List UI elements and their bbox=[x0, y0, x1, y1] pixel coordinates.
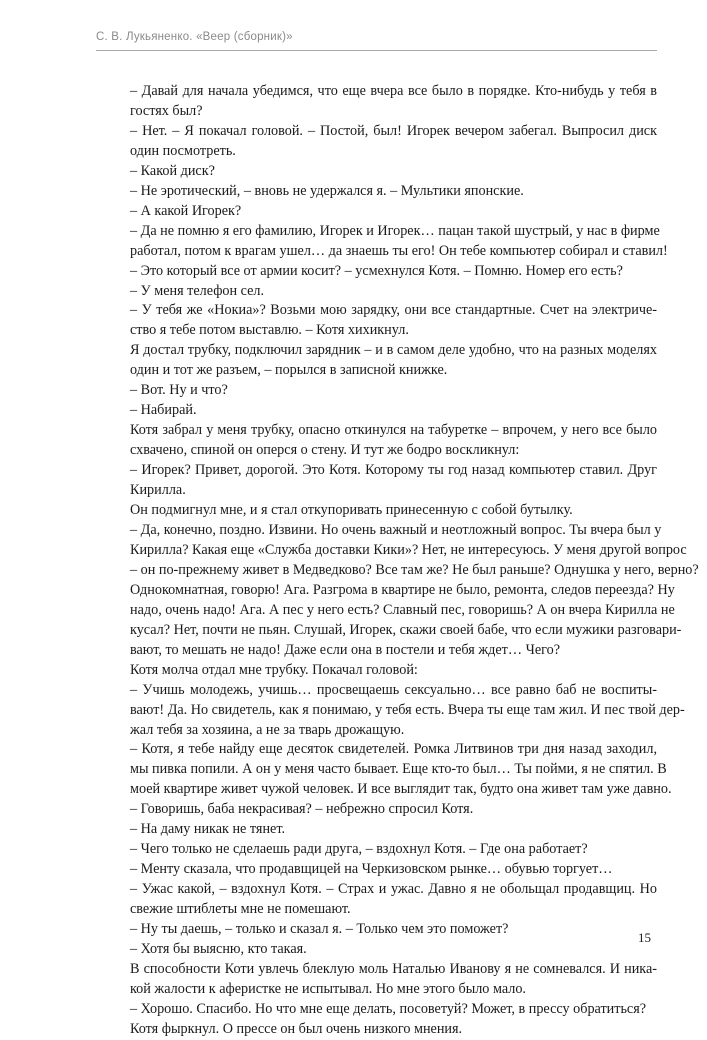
text-line: – Давай для начала убедимся, что еще вчера все было в порядке. Кто-нибудь у тебя в bbox=[130, 83, 657, 99]
paragraph bbox=[106, 182, 657, 202]
text-line: В способности Коти увлечь блеклую моль Наталью Иванову я не сомневался. И ника- bbox=[130, 960, 657, 977]
text-line: Котя фыркнул. О прессе он был очень низкого мнения. bbox=[130, 1020, 463, 1037]
text-line: вают, то мешать не надо! Даже если она в постели и тебя ждет… Чего? bbox=[130, 641, 560, 658]
text-line: – Игорек? Привет, дорогой. Это Котя. Которому ты год назад компьютер ставил. Друг bbox=[130, 462, 657, 479]
text-line: – Ну ты даешь, – только и сказал я. – Только чем это поможет? bbox=[130, 921, 509, 938]
text-line: один и тот же разъем, – порылся в записной книжке. bbox=[130, 362, 448, 379]
text-line: схвачено, спиной он оперся о стену. И тут же бодро воскликнул: bbox=[130, 442, 520, 459]
text-line: Я достал трубку, подключил зарядник – и в самом деле удобно, что на разных моделях bbox=[130, 342, 657, 359]
paragraph bbox=[106, 501, 657, 521]
text-line: – Да, конечно, поздно. Извини. Но очень важный и неотложный вопрос. Ты вчера был у bbox=[130, 521, 662, 538]
paragraph bbox=[106, 202, 657, 222]
text-line: гостях был? bbox=[130, 102, 203, 119]
text-line: жал тебя за хозяина, а не за тварь дрожащую. bbox=[130, 721, 405, 738]
text-line: Кирилла? Какая еще «Служба доставки Кики»? Нет, не интересуюсь. У меня другой вопрос bbox=[130, 541, 687, 558]
paragraph bbox=[106, 960, 657, 1000]
paragraph bbox=[106, 421, 657, 461]
text-line: – Менту сказала, что продавщицей на Черкизовском рынке… обувью торгует… bbox=[130, 861, 613, 878]
page-body-text bbox=[106, 82, 699, 1040]
paragraph bbox=[106, 82, 657, 122]
text-line: свежие штиблеты мне не помешают. bbox=[130, 901, 351, 918]
text-line: один посмотреть. bbox=[130, 142, 236, 159]
text-line: Он подмигнул мне, и я стал откупоривать принесенную с собой бутылку. bbox=[130, 502, 573, 519]
text-line: – Это который все от армии косит? – усмехнулся Котя. – Помню. Номер его есть? bbox=[130, 262, 623, 279]
text-line: – Чего только не сделаешь ради друга, – вздохнул Котя. – Где она работает? bbox=[130, 841, 588, 858]
header-rule bbox=[96, 50, 657, 51]
text-line: – Хотя бы выясню, кто такая. bbox=[130, 940, 307, 957]
text-line: – Учишь молодежь, учишь… просвещаешь сексуально… все равно баб не воспиты- bbox=[130, 681, 657, 698]
paragraph bbox=[106, 1020, 657, 1040]
paragraph bbox=[106, 282, 657, 302]
paragraph bbox=[106, 301, 657, 341]
text-line: – Хорошо. Спасибо. Но что мне еще делать, посоветуй? Может, в прессу обратиться? bbox=[130, 1000, 647, 1017]
text-line: моей квартире живет чужой человек. И все выглядит так, будто она живет там уже давно. bbox=[130, 781, 672, 798]
text-line: мы пивка попили. А он у меня часто бывает. Еще кто-то был… Ты пойми, я не спятил. В bbox=[130, 761, 667, 778]
paragraph bbox=[106, 860, 657, 880]
paragraph bbox=[106, 262, 657, 282]
text-line: – У тебя же «Нокиа»? Возьми мою зарядку, они все стандартные. Счет на электриче- bbox=[130, 302, 657, 319]
text-line: работал, потом к врагам ушел… да знаешь ты его! Он тебе компьютер собирал и ставил! bbox=[130, 242, 668, 259]
text-line: надо, очень надо! Ага. А пес у него есть? Славный пес, говоришь? А он вчера Кирилла не bbox=[130, 601, 675, 618]
text-line: Однокомнатная, говорю! Ага. Разгрома в квартире не было, ремонта, следов переезда? Ну bbox=[130, 581, 675, 598]
text-line: Кирилла. bbox=[130, 482, 186, 499]
text-line: – Набирай. bbox=[130, 402, 197, 419]
paragraph bbox=[106, 880, 657, 920]
paragraph bbox=[106, 521, 699, 661]
text-line: – Ужас какой, – вздохнул Котя. – Страх и ужас. Давно я не обольщал продавщиц. Но bbox=[130, 881, 657, 898]
text-line: кусал? Нет, почти не пьян. Слушай, Игорек, скажи своей бабе, что если мужики разговари- bbox=[130, 621, 682, 638]
paragraph bbox=[106, 840, 657, 860]
text-line: кой жалости к аферистке не испытывал. Но мне этого было мало. bbox=[130, 980, 526, 997]
text-line: – Да не помню я его фамилию, Игорек и Игорек… пацан такой шустрый, у нас в фирме bbox=[130, 222, 660, 239]
paragraph bbox=[106, 222, 668, 262]
paragraph bbox=[106, 661, 657, 681]
text-line: вают! Да. Но свидетель, как я понимаю, у тебя есть. Вчера ты еще там жил. И пес твой дер- bbox=[130, 701, 685, 718]
paragraph bbox=[106, 681, 685, 741]
text-line: – Не эротический, – вновь не удержался я. – Мультики японские. bbox=[130, 182, 524, 199]
text-line: – он по-прежнему живет в Медведково? Все там же? Не был раньше? Однушка у него, верно? bbox=[130, 561, 699, 578]
paragraph bbox=[106, 401, 657, 421]
paragraph bbox=[106, 740, 672, 800]
paragraph bbox=[106, 820, 657, 840]
paragraph bbox=[106, 381, 657, 401]
text-line: Котя молча отдал мне трубку. Покачал головой: bbox=[130, 661, 418, 678]
text-line: – На даму никак не тянет. bbox=[130, 821, 286, 838]
paragraph bbox=[106, 920, 657, 940]
page-number: 15 bbox=[638, 930, 651, 945]
text-line: – Какой диск? bbox=[130, 162, 215, 179]
paragraph bbox=[106, 122, 657, 162]
text-line: Котя забрал у меня трубку, опасно откинулся на табуретке – впрочем, у него все было bbox=[130, 422, 657, 439]
text-line: – Говоришь, баба некрасивая? – небрежно спросил Котя. bbox=[130, 801, 474, 818]
text-line: – У меня телефон сел. bbox=[130, 282, 265, 299]
paragraph bbox=[106, 341, 657, 381]
paragraph bbox=[106, 800, 657, 820]
paragraph bbox=[106, 162, 657, 182]
text-line: ство я тебе потом выставлю. – Котя хихикнул. bbox=[130, 322, 409, 339]
running-header: С. В. Лукьяненко. «Веер (сборник)» bbox=[96, 31, 293, 43]
text-line: – Нет. – Я покачал головой. – Постой, был! Игорек вечером забегал. Выпросил диск bbox=[130, 122, 657, 139]
paragraph bbox=[106, 940, 657, 960]
text-line: – А какой Игорек? bbox=[130, 202, 242, 219]
paragraph bbox=[106, 1000, 657, 1020]
text-line: – Вот. Ну и что? bbox=[130, 382, 228, 399]
paragraph bbox=[106, 461, 657, 501]
text-line: – Котя, я тебе найду еще десяток свидетелей. Ромка Литвинов три дня назад заходил, bbox=[130, 741, 657, 758]
